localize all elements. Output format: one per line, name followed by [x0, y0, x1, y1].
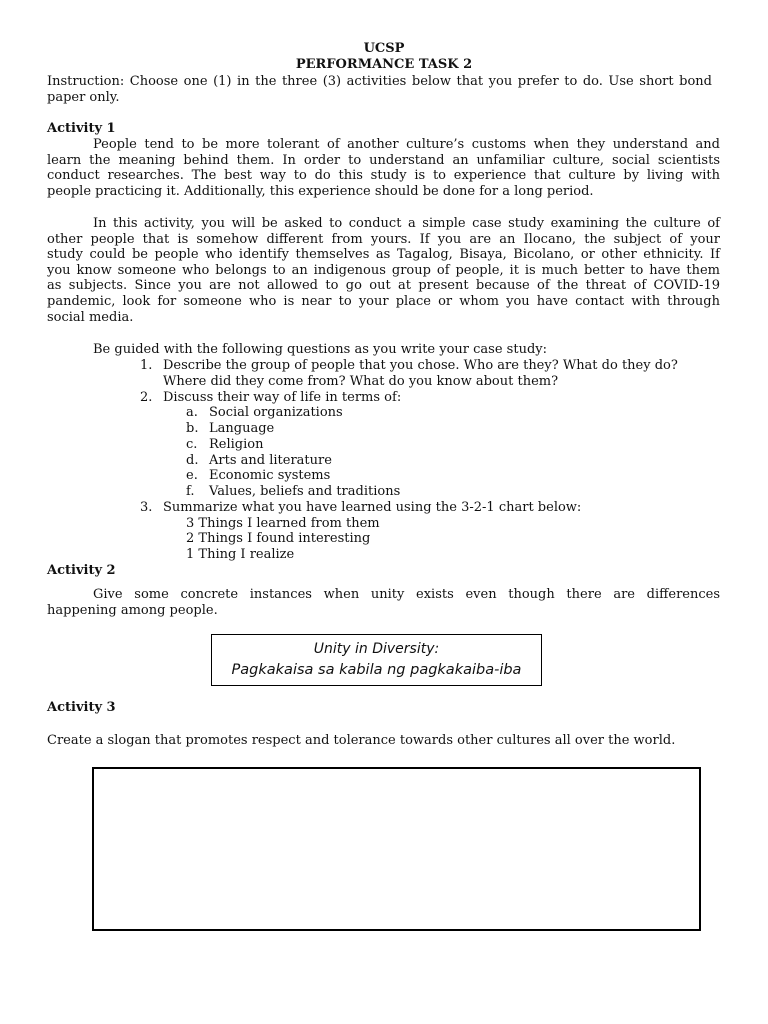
- subitem-letter: d.: [186, 453, 199, 468]
- paragraph-line: people practicing it. Additionally, this experience should be done for a long period.: [47, 183, 594, 199]
- box-subtitle: Pagkakaisa sa kabila ng pagkakaiba-iba: [231, 662, 522, 678]
- paragraph-line: People tend to be more tolerant of another culture’s customs when they understand and: [93, 137, 720, 152]
- unity-in-diversity-box: [211, 634, 542, 686]
- activity-2-paragraph: [47, 587, 720, 618]
- question-text: Discuss their way of life in terms of:: [163, 390, 402, 405]
- question-number: 2.: [140, 390, 153, 405]
- page-title: PERFORMANCE TASK 2: [295, 57, 473, 72]
- activity-3-heading: Activity 3: [47, 700, 116, 715]
- subitem-letter: b.: [186, 421, 199, 436]
- activity-1-heading: Activity 1: [47, 121, 116, 136]
- paragraph-line: you know someone who belongs to an indigenous group of people, it is much better to have them: [47, 262, 720, 278]
- paragraph-line: other people that is somehow different from yours. If you are an Ilocano, the subject of your: [47, 231, 720, 247]
- paragraph-line: as subjects. Since you are not allowed to go out at present because of the threat of COVID-19: [47, 278, 720, 294]
- subject-code: UCSP: [363, 41, 405, 56]
- subitem-letter: f.: [186, 484, 195, 499]
- question-text: Where did they come from? What do you know about them?: [163, 374, 559, 389]
- chart-line: 2 Things I found interesting: [186, 531, 371, 546]
- activity-1-paragraph-1: [47, 137, 720, 199]
- paragraph-line: pandemic, look for someone who is near to your place or whom you have contact with through: [47, 293, 720, 309]
- subitem-text: Religion: [209, 437, 264, 452]
- paragraph-line: study could be people who identify themselves as Tagalog, Bisaya, Bicolano, or other ethnicity. If: [47, 247, 720, 263]
- slogan-answer-box: [92, 767, 701, 931]
- subitem-text: Language: [209, 421, 275, 436]
- instruction-paragraph: [47, 74, 712, 105]
- paragraph-line: learn the meaning behind them. In order to understand an unfamiliar culture, social scientists: [47, 152, 720, 168]
- paragraph-line: Give some concrete instances when unity exists even though there are differences: [93, 587, 720, 602]
- question-number: 1.: [140, 358, 153, 373]
- instruction-line: paper only.: [47, 89, 120, 105]
- paragraph-line: In this activity, you will be asked to conduct a simple case study examining the culture of: [93, 216, 720, 231]
- subitem-text: Arts and literature: [209, 453, 332, 468]
- subitem-text: Economic systems: [209, 468, 331, 483]
- question-text: Summarize what you have learned using the 3-2-1 chart below:: [163, 500, 582, 515]
- chart-line: 1 Thing I realize: [186, 547, 295, 562]
- guide-intro: Be guided with the following questions as you write your case study:: [93, 342, 547, 357]
- question-number: 3.: [140, 500, 153, 515]
- activity-3-paragraph: Create a slogan that promotes respect and tolerance towards other cultures all over the world.: [47, 733, 676, 748]
- subitem-letter: a.: [186, 405, 198, 420]
- subitem-letter: c.: [186, 437, 198, 452]
- box-title: Unity in Diversity:: [313, 641, 440, 657]
- paragraph-line: happening among people.: [47, 602, 218, 618]
- paragraph-line: conduct researches. The best way to do this study is to experience that culture by living with: [47, 168, 720, 184]
- instruction-line: Instruction: Choose one (1) in the three (3) activities below that you prefer to do. Use short bond: [47, 74, 712, 89]
- subitem-letter: e.: [186, 468, 198, 483]
- activity-1-paragraph-2: [47, 216, 720, 325]
- subitem-text: Social organizations: [209, 405, 343, 420]
- chart-line: 3 Things I learned from them: [186, 516, 380, 531]
- paragraph-line: social media.: [47, 309, 134, 325]
- subitem-text: Values, beliefs and traditions: [209, 484, 401, 499]
- question-text: Describe the group of people that you chose. Who are they? What do they do?: [163, 358, 678, 373]
- activity-2-heading: Activity 2: [47, 563, 116, 578]
